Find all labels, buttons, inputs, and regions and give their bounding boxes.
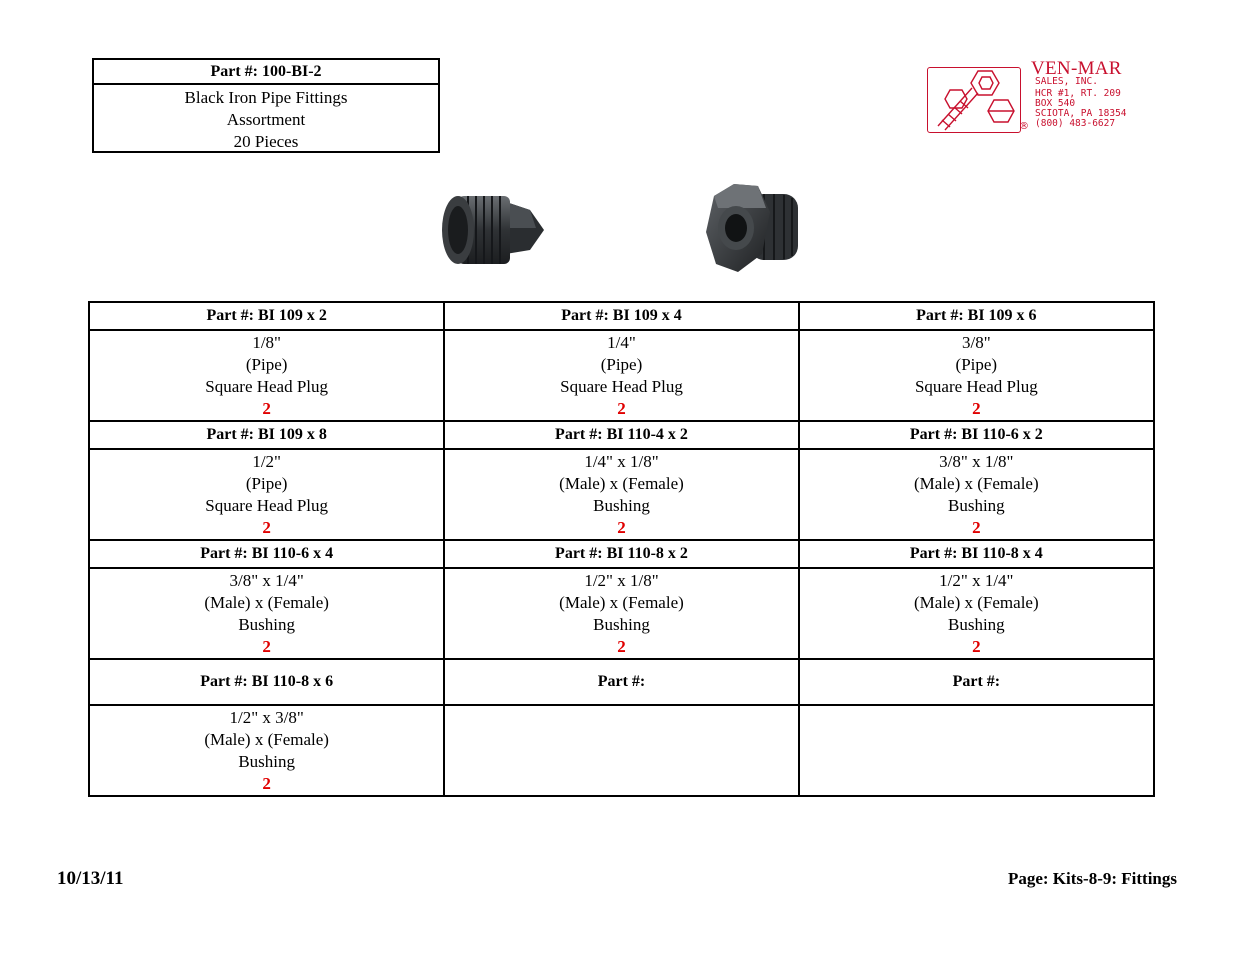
company-address-line: HCR #1, RT. 209 [1035,88,1121,99]
part-header-row [89,302,1154,330]
part-quantity: 2 [972,518,981,537]
part-number-cell: Part #: BI 109 x 4 [444,302,798,330]
part-name: Square Head Plug [205,496,329,515]
part-quantity: 2 [617,399,626,418]
part-detail-cell [799,330,1154,421]
kit-desc-line: Assortment [226,110,306,129]
part-detail-cell [444,705,798,796]
part-header-row [89,540,1154,568]
part-type: (Male) x (Female) [204,593,329,612]
part-number-cell: Part #: BI 109 x 8 [89,421,444,449]
kit-header-box [92,58,440,153]
part-name: Square Head Plug [914,377,1038,396]
part-size: 1/2" x 1/8" [584,571,659,590]
part-detail-row [89,705,1154,796]
part-type: (Pipe) [245,355,288,374]
part-size: 3/8" x 1/4" [229,571,304,590]
part-type: (Pipe) [955,355,998,374]
company-phone: (800) 483-6627 [1035,118,1116,129]
part-name: Square Head Plug [205,377,329,396]
part-header-row [89,659,1154,705]
part-number-cell: Part #: BI 110-8 x 6 [89,659,444,705]
part-number-cell: Part #: [444,659,798,705]
ven-mar-logo [927,60,1157,136]
registered-mark: ® [1019,121,1029,132]
part-detail-cell [444,449,798,540]
part-number-cell: Part #: BI 109 x 2 [89,302,444,330]
part-name: Bushing [238,752,295,771]
part-number-cell: Part #: BI 110-8 x 4 [799,540,1154,568]
part-name: Bushing [593,496,650,515]
part-size: 1/4" [607,333,636,352]
part-number-cell: Part #: BI 110-4 x 2 [444,421,798,449]
part-size: 3/8" x 1/8" [939,452,1014,471]
part-detail-cell [444,568,798,659]
part-size: 1/4" x 1/8" [584,452,659,471]
kit-description [94,85,438,153]
part-size: 1/8" [252,333,281,352]
part-number-cell: Part #: BI 110-6 x 2 [799,421,1154,449]
part-type: (Pipe) [245,474,288,493]
part-detail-cell [89,449,444,540]
part-detail-row [89,568,1154,659]
part-name: Bushing [947,615,1005,634]
part-detail-cell [89,330,444,421]
part-type: (Male) x (Female) [559,474,684,493]
company-address-line: BOX 540 [1035,98,1076,109]
part-quantity: 2 [262,399,271,418]
part-number-cell: Part #: [799,659,1154,705]
company-name: VEN-MAR [1031,58,1122,79]
part-detail-cell [799,449,1154,540]
part-name: Bushing [947,496,1005,515]
logo-emblem [927,67,1021,133]
part-header-row [89,421,1154,449]
kit-desc-line: 20 Pieces [233,132,299,151]
company-address-line: SCIOTA, PA 18354 [1035,108,1127,119]
bolt-nut-icon [928,68,1020,132]
part-quantity: 2 [972,637,981,656]
part-name: Square Head Plug [560,377,683,396]
part-size: 3/8" [961,333,991,352]
part-type: (Male) x (Female) [914,593,1039,612]
part-number-cell: Part #: BI 110-6 x 4 [89,540,444,568]
footer-page-label: Page: Kits-8-9: Fittings [1007,869,1177,888]
part-name: Bushing [593,615,650,634]
part-type: (Male) x (Female) [204,730,329,749]
hex-bushing-photo [704,180,802,278]
part-quantity: 2 [262,637,271,656]
part-quantity: 2 [617,518,626,537]
kit-part-number: Part #: 100-BI-2 [94,60,438,85]
part-quantity: 2 [262,518,271,537]
part-size: 1/2" x 1/4" [939,571,1014,590]
part-detail-cell [799,705,1154,796]
square-head-plug-photo [438,188,546,270]
part-quantity: 2 [972,399,981,418]
part-detail-cell [444,330,798,421]
part-size: 1/2" [252,452,281,471]
part-size: 1/2" x 3/8" [229,708,304,727]
company-line: SALES, INC. [1035,76,1098,87]
kit-desc-line: Black Iron Pipe Fittings [184,88,348,107]
part-type: (Male) x (Female) [914,474,1039,493]
part-quantity: 2 [262,774,271,793]
part-detail-cell [89,705,444,796]
part-name: Bushing [238,615,295,634]
part-detail-cell [89,568,444,659]
part-detail-row [89,330,1154,421]
part-detail-row [89,449,1154,540]
part-type: (Pipe) [600,355,643,374]
part-type: (Male) x (Female) [559,593,684,612]
part-quantity: 2 [617,637,626,656]
part-number-cell: Part #: BI 110-8 x 2 [444,540,798,568]
part-detail-cell [799,568,1154,659]
footer-date: 10/13/11 [57,868,124,889]
part-number-cell: Part #: BI 109 x 6 [799,302,1154,330]
parts-table [88,301,1155,797]
